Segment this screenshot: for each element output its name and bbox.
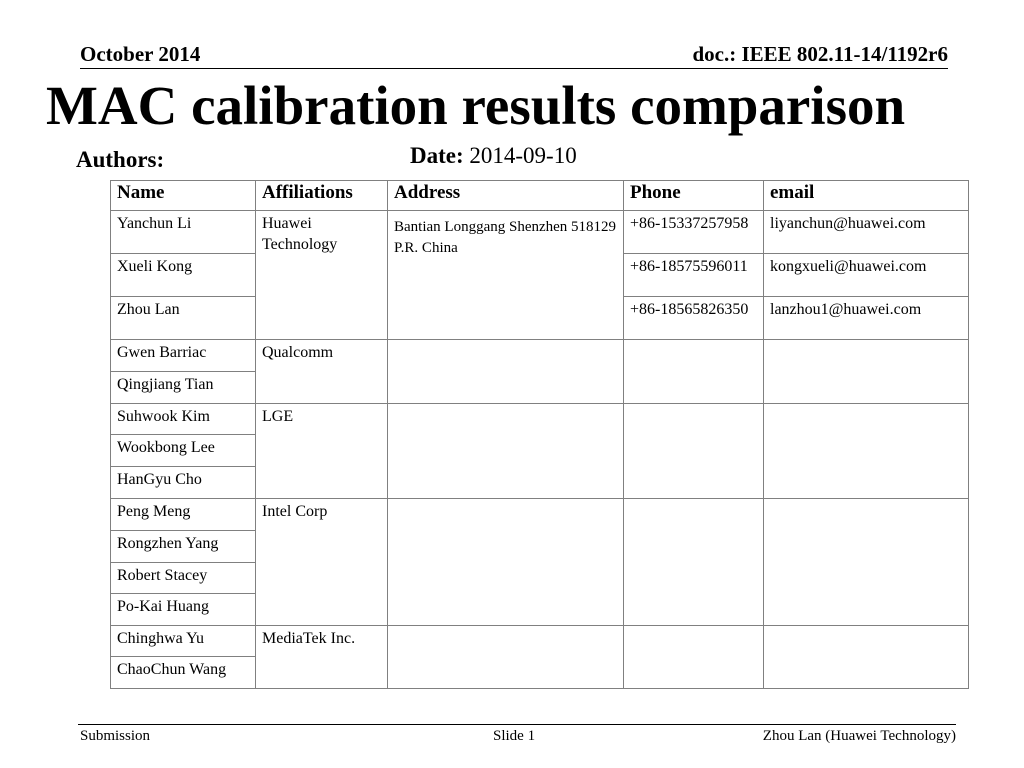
author-name: ChaoChun Wang bbox=[111, 657, 256, 689]
col-header-email: email bbox=[764, 181, 969, 211]
author-name: Suhwook Kim bbox=[111, 404, 256, 435]
table-row bbox=[111, 340, 969, 372]
date-value: 2014-09-10 bbox=[469, 143, 577, 168]
authors-label: Authors: bbox=[76, 147, 165, 172]
author-phone: +86-18575596011 bbox=[624, 254, 764, 297]
table-header-row bbox=[111, 181, 969, 211]
table-row bbox=[111, 211, 969, 254]
author-name: Yanchun Li bbox=[111, 211, 256, 254]
author-address: Bantian Longgang Shenzhen 518129 P.R. China bbox=[388, 211, 624, 340]
author-affiliation: Intel Corp bbox=[256, 499, 388, 626]
author-email bbox=[764, 626, 969, 689]
author-name: Rongzhen Yang bbox=[111, 531, 256, 563]
author-name: Wookbong Lee bbox=[111, 435, 256, 467]
header-date: October 2014 bbox=[80, 42, 201, 66]
col-header-address: Address bbox=[388, 181, 624, 211]
author-name: Po-Kai Huang bbox=[111, 594, 256, 626]
author-name: Xueli Kong bbox=[111, 254, 256, 297]
author-affiliation: Huawei Technology bbox=[256, 211, 388, 340]
table-row bbox=[111, 404, 969, 435]
author-affiliation: Qualcomm bbox=[256, 340, 388, 404]
footer-author: Zhou Lan (Huawei Technology) bbox=[762, 728, 956, 744]
author-address bbox=[388, 404, 624, 499]
header-doc-id: doc.: IEEE 802.11-14/1192r6 bbox=[692, 42, 948, 66]
author-name: Gwen Barriac bbox=[111, 340, 256, 372]
author-phone bbox=[624, 404, 764, 499]
slide-title: MAC calibration results comparison bbox=[46, 75, 906, 136]
date-line bbox=[410, 143, 577, 169]
author-name: Peng Meng bbox=[111, 499, 256, 531]
author-email bbox=[764, 499, 969, 626]
author-name: Chinghwa Yu bbox=[111, 626, 256, 657]
author-address bbox=[388, 626, 624, 689]
author-email: liyanchun@huawei.com bbox=[764, 211, 969, 254]
col-header-name: Name bbox=[111, 181, 256, 211]
author-email: lanzhou1@huawei.com bbox=[764, 297, 969, 340]
footer-divider bbox=[78, 724, 956, 725]
author-phone: +86-15337257958 bbox=[624, 211, 764, 254]
author-email bbox=[764, 404, 969, 499]
author-phone bbox=[624, 626, 764, 689]
author-phone bbox=[624, 499, 764, 626]
author-address bbox=[388, 499, 624, 626]
footer-submission: Submission bbox=[80, 728, 151, 744]
authors-table bbox=[110, 180, 969, 689]
author-name: HanGyu Cho bbox=[111, 467, 256, 499]
author-email bbox=[764, 340, 969, 404]
author-affiliation: MediaTek Inc. bbox=[256, 626, 388, 689]
author-affiliation: LGE bbox=[256, 404, 388, 499]
col-header-phone: Phone bbox=[624, 181, 764, 211]
table-row bbox=[111, 499, 969, 531]
footer-slide-number: Slide 1 bbox=[493, 728, 536, 744]
author-email: kongxueli@huawei.com bbox=[764, 254, 969, 297]
date-label: Date: bbox=[410, 143, 464, 168]
author-name: Zhou Lan bbox=[111, 297, 256, 340]
author-phone bbox=[624, 340, 764, 404]
author-address bbox=[388, 340, 624, 404]
author-phone: +86-18565826350 bbox=[624, 297, 764, 340]
col-header-affiliations: Affiliations bbox=[256, 181, 388, 211]
table-row bbox=[111, 626, 969, 657]
header-divider bbox=[80, 68, 948, 69]
author-name: Robert Stacey bbox=[111, 563, 256, 594]
author-name: Qingjiang Tian bbox=[111, 372, 256, 404]
